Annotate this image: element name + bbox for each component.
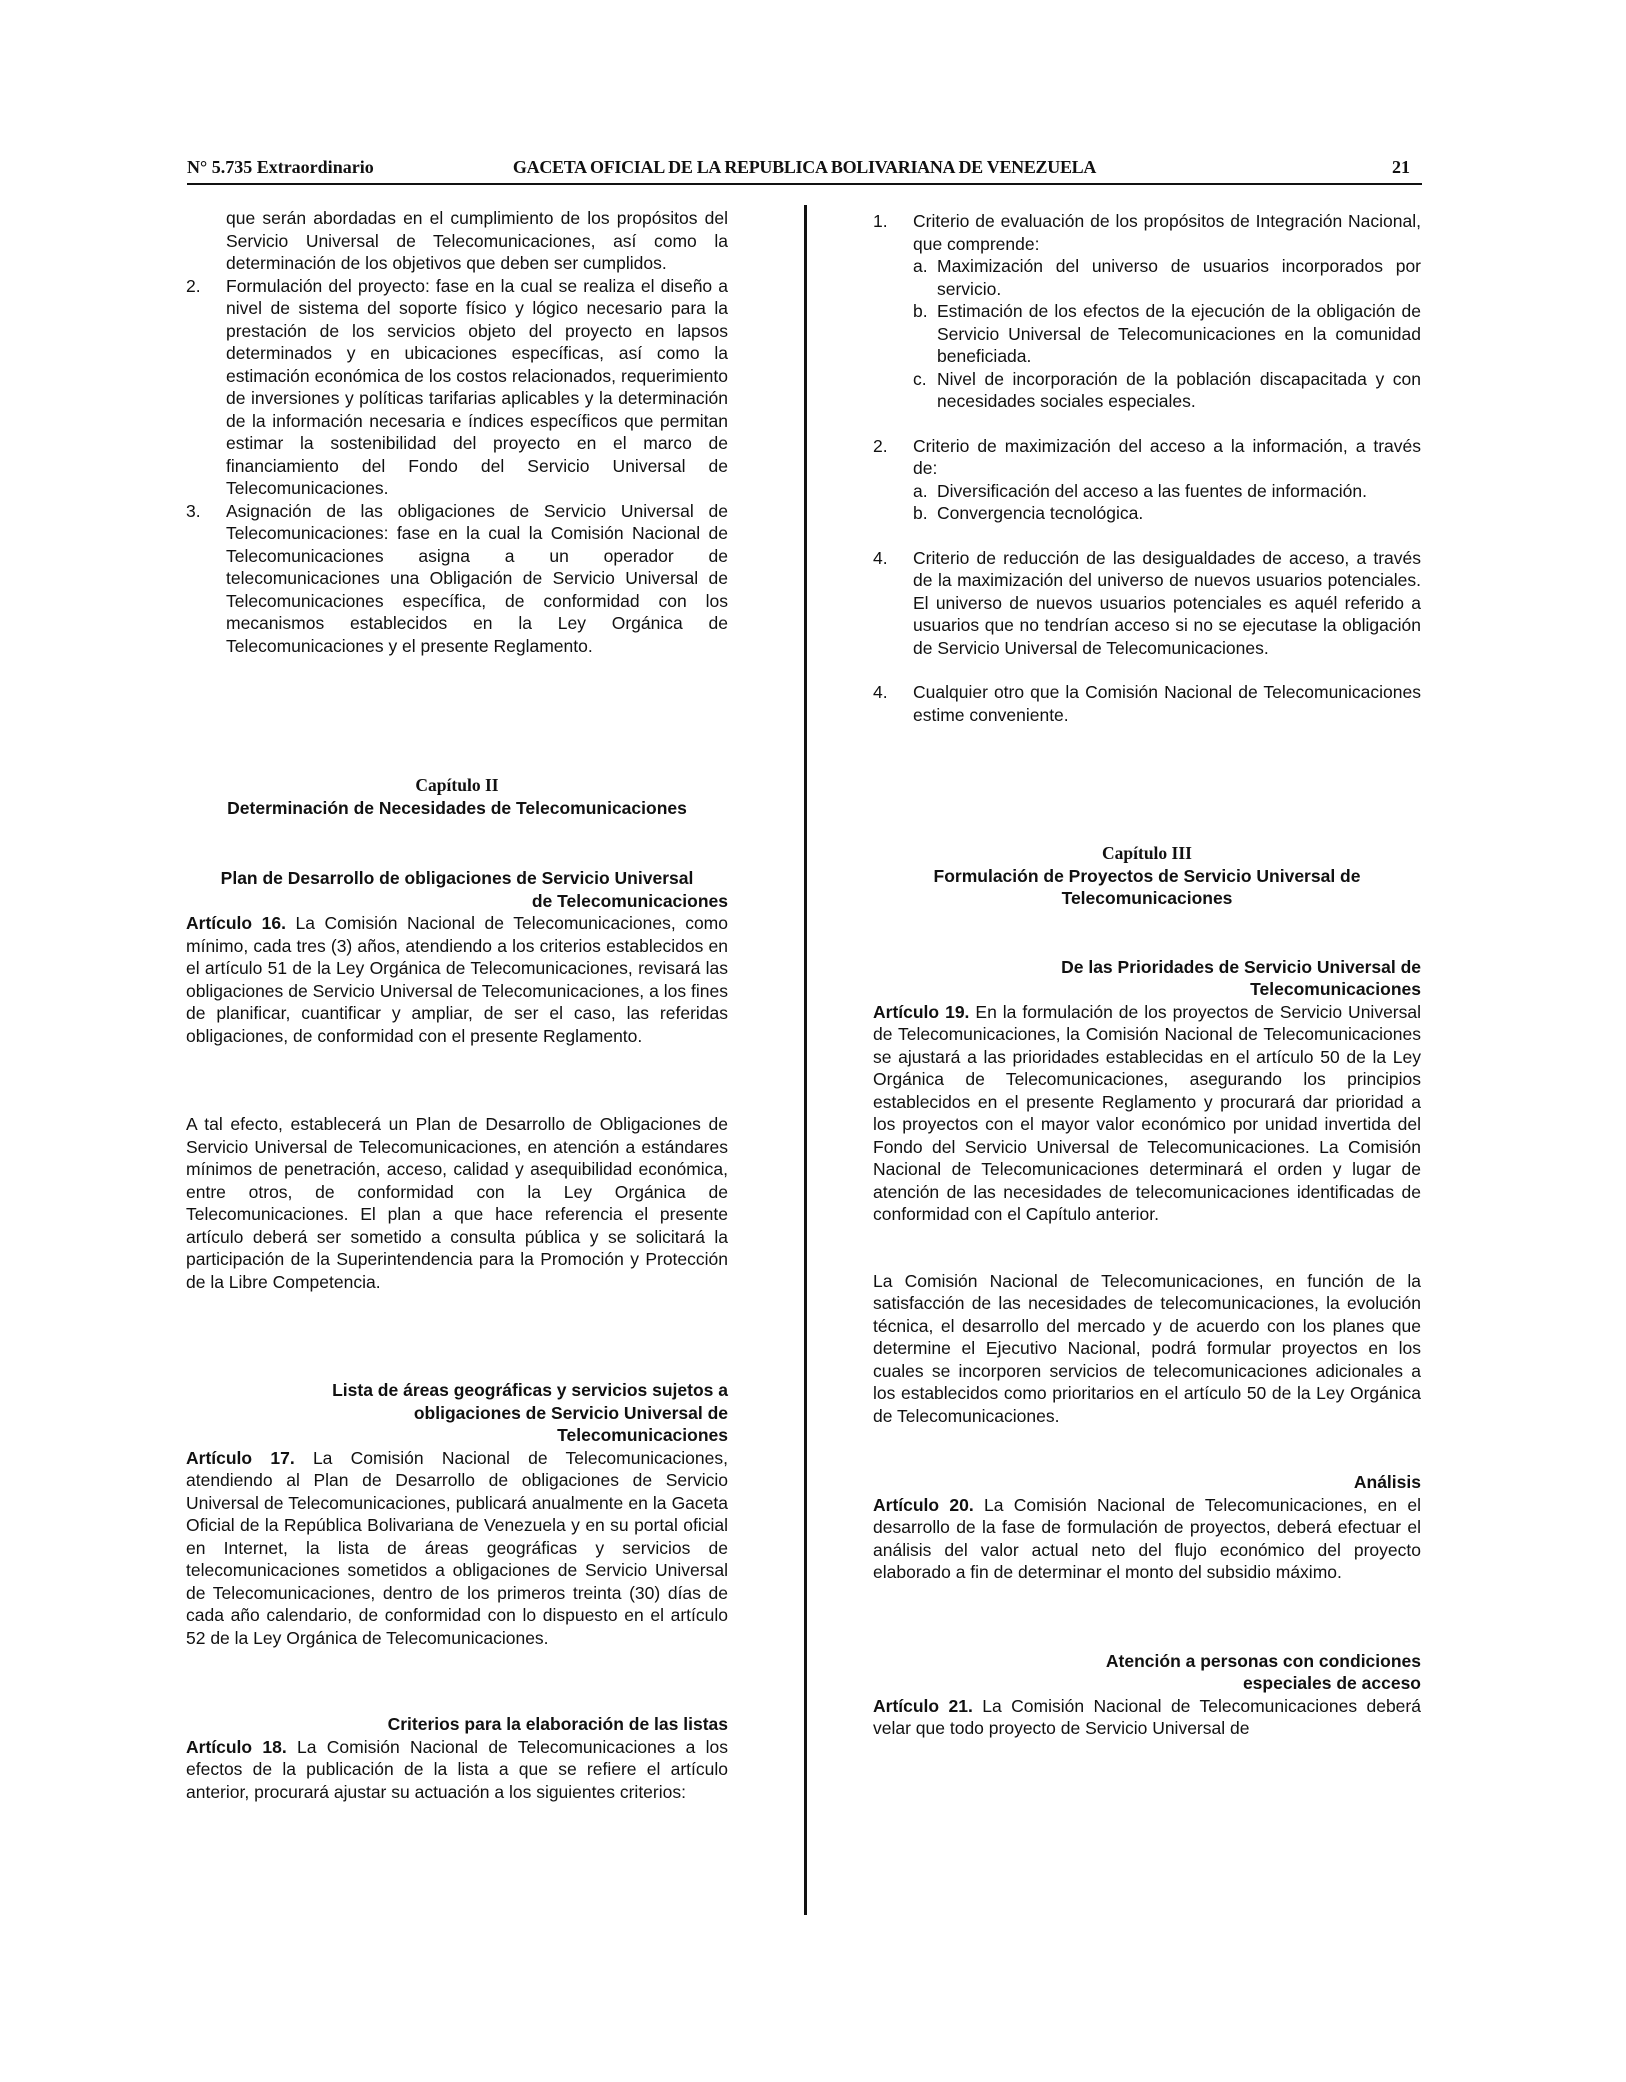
criterion-text: Cualquier otro que la Comisión Nacional de Telecomunicaciones estime conveniente. <box>913 682 1421 725</box>
criterion-2-subitems <box>913 480 1421 525</box>
sub-letter: b. <box>913 503 928 523</box>
article-21 <box>873 1695 1421 1740</box>
section-17-title-line3: Telecomunicaciones <box>557 1425 728 1445</box>
criterion-text: Criterio de maximización del acceso a la información, a través de: <box>913 435 1421 478</box>
section-21-title-line1: Atención a personas con condiciones <box>1105 1650 1421 1671</box>
article-20-label: Artículo 20. <box>873 1494 974 1515</box>
section-20-title: Análisis <box>1353 1472 1421 1492</box>
sub-letter: a. <box>913 480 928 501</box>
issue-number: N° 5.735 Extraordinario <box>187 157 374 177</box>
chapter-3-title-line1: Formulación de Proyectos de Servicio Universal de <box>933 865 1361 886</box>
phase-number: 3. <box>186 500 201 521</box>
section-19-title-line2: Telecomunicaciones <box>1250 979 1421 999</box>
criterion-number: 4. <box>873 547 888 568</box>
article-16-text: La Comisión Nacional de Telecomunicaciones, como mínimo, cada tres (3) años, atendiendo a los criterios establecidos en el artículo 51 de la Ley Orgánica de Telecomunicaciones, revisará las obligaciones de Servicio Universal de Telecomunicaciones, a los fines de planificar, cuantificar y ampliar, de ser el caso, las referidas obligaciones, de conformidad con el presente Reglamento. <box>186 913 728 1046</box>
phase-text: Asignación de las obligaciones de Servicio Universal de Telecomunicaciones: fase en la cual la Comisión Nacional de Telecomunicaciones asigna a un operador de telecomunicaciones una Obligación de Servicio Universal de Telecomunicaciones específica, de conformidad con los mecanismos establecidos en la Ley Orgánica de Telecomunicaciones y el presente Reglamento. <box>226 500 728 656</box>
article-18-label: Artículo 18. <box>186 1736 287 1757</box>
phase-text: Formulación del proyecto: fase en la cual se realiza el diseño a nivel de sistema del soporte físico y lógico necesario para la prestación de los servicios objeto del proyecto en lapsos determinados y en ubicaciones específicas, así como la estimación económica de los costos relacionados, requerimiento de inversiones y políticas tarifarias aplicables y la determinación de la información necesaria e índices específicos que permitan estimar la sostenibilidad del proyecto en el marco de financiamiento del Fondo del Servicio Universal de Telecomunicaciones. <box>226 275 728 498</box>
article-21-label: Artículo 21. <box>873 1695 973 1716</box>
article-17-text: La Comisión Nacional de Telecomunicaciones, atendiendo al Plan de Desarrollo de obligaciones de Servicio Universal de Telecomunicaciones, publicará anualmente en la Gaceta Oficial de la República Bolivariana de Venezuela y en su portal oficial en Internet, la lista de áreas geográficas y servicios de telecomunicaciones sometidos a obligaciones de Servicio Universal de Telecomunicaciones, dentro de los primeros treinta (30) días de cada año calendario, de conformidad con lo dispuesto en el artículo 52 de la Ley Orgánica de Telecomunicaciones. <box>186 1447 728 1648</box>
chapter-3-label: Capítulo III <box>1102 843 1192 863</box>
chapter-3-title-line2: Telecomunicaciones <box>1061 888 1233 908</box>
criterion-number: 1. <box>873 211 888 231</box>
sub-text: Estimación de los efectos de la ejecución de la obligación de Servicio Universal de Telecomunicaciones en la comunidad beneficiada. <box>937 301 1421 366</box>
article-17 <box>186 1447 728 1650</box>
section-16-title-line1: Plan de Desarrollo de obligaciones de Servicio Universal <box>220 868 694 888</box>
article-16-label: Artículo 16. <box>186 913 286 933</box>
sub-letter: b. <box>913 301 928 321</box>
article-18 <box>186 1736 728 1804</box>
criterion-4 <box>873 681 1421 726</box>
sub-text: Diversificación del acceso a las fuentes de información. <box>937 480 1367 501</box>
left-column <box>186 207 728 1803</box>
chapter-2-title: Determinación de Necesidades de Telecomunicaciones <box>227 797 687 818</box>
sub-text: Nivel de incorporación de la población discapacitada y con necesidades sociales especiales. <box>937 368 1421 411</box>
article-19 <box>873 1001 1421 1226</box>
page-header <box>187 157 1422 181</box>
phase-list <box>186 275 728 658</box>
right-column <box>873 210 1421 1740</box>
article-20 <box>873 1494 1421 1584</box>
article-19-paragraph-2: La Comisión Nacional de Telecomunicaciones, en función de la satisfacción de las necesidades de telecomunicaciones, la evolución técnica, el desarrollo del mercado y de acuerdo con los planes que determine el Ejecutivo Nacional, podrá formular proyectos en los cuales se incorporen servicios de telecomunicaciones adicionales a los establecidos como prioritarios en el artículo 50 de la Ley Orgánica de Telecomunicaciones. <box>873 1270 1421 1426</box>
sub-text: Convergencia tecnológica. <box>937 503 1144 523</box>
criterion-3 <box>873 547 1421 660</box>
sub-text: Maximización del universo de usuarios incorporados por servicio. <box>937 256 1421 299</box>
article-19-label: Artículo 19. <box>873 1001 970 1022</box>
criterion-1-sub-c <box>913 368 1421 413</box>
intro-text: que serán abordadas en el cumplimiento de los propósitos del Servicio Universal de Telecomunicaciones, así como la determinación de los objetivos que deben ser cumplidos. <box>226 208 728 273</box>
criterion-1-sub-a <box>913 255 1421 300</box>
sub-letter: c. <box>913 368 927 389</box>
criterion-2 <box>873 435 1421 480</box>
column-divider <box>804 205 807 1915</box>
section-21-title-line2: especiales de acceso <box>1242 1673 1421 1693</box>
criterion-1-subitems <box>913 255 1421 413</box>
header-rule <box>187 183 1422 185</box>
criterion-number: 2. <box>873 435 888 456</box>
section-17-title-line2: obligaciones de Servicio Universal de <box>413 1402 728 1423</box>
gazette-title: GACETA OFICIAL DE LA REPUBLICA BOLIVARIANA DE VENEZUELA <box>512 157 1097 177</box>
section-17-title-line1: Lista de áreas geográficas y servicios sujetos a <box>332 1380 728 1400</box>
intro-continuation <box>226 207 728 275</box>
phase-number: 2. <box>186 275 201 296</box>
criterion-text: Criterio de reducción de las desigualdades de acceso, a través de la maximización del universo de nuevos usuarios potenciales. El universo de nuevos usuarios potenciales es aquél referido a usuarios que no tendrían acceso si no se ejecutase la obligación de Servicio Universal de Telecomunicaciones. <box>913 547 1421 658</box>
section-16-title-line2: de Telecomunicaciones <box>531 890 728 911</box>
section-18-title: Criterios para la elaboración de las listas <box>387 1714 728 1734</box>
article-21-text: La Comisión Nacional de Telecomunicaciones deberá velar que todo proyecto de Servicio Universal de <box>873 1695 1421 1738</box>
section-19-title-line1: De las Prioridades de Servicio Universal de <box>1061 956 1421 977</box>
chapter-2-label: Capítulo II <box>415 775 499 795</box>
criterion-2-sub-b <box>913 502 1421 525</box>
phase-item-2 <box>186 275 728 500</box>
criterion-text: Criterio de evaluación de los propósitos de Integración Nacional, que comprende: <box>913 211 1421 254</box>
article-20-text: La Comisión Nacional de Telecomunicaciones, en el desarrollo de la fase de formulación de proyectos, deberá efectuar el análisis del valor actual neto del flujo económico del proyecto elaborado a fin de determinar el monto del subsidio máximo. <box>873 1494 1421 1582</box>
criterion-1-sub-b <box>913 300 1421 368</box>
criterion-2-sub-a <box>913 480 1421 503</box>
article-16 <box>186 912 728 1047</box>
article-19-text: En la formulación de los proyectos de Servicio Universal de Telecomunicaciones, la Comisión Nacional de Telecomunicaciones se ajustará a las prioridades establecidas en el artículo 50 de la Ley Orgánica de Telecomunicaciones, asegurando los principios establecidos en el presente Reglamento y procurará dar prioridad a los proyectos con el mayor valor económico por unidad invertida del Fondo del Servicio Universal de Telecomunicaciones. La Comisión Nacional de Telecomunicaciones determinará el orden y lugar de atención de las necesidades de telecomunicaciones identificadas de conformidad con el Capítulo anterior. <box>873 1001 1421 1224</box>
criterion-number: 4. <box>873 682 888 702</box>
page-number: 21 <box>1392 157 1410 177</box>
phase-item-3 <box>186 500 728 658</box>
article-18-text: La Comisión Nacional de Telecomunicaciones a los efectos de la publicación de la lista a que se refiere el artículo anterior, procurará ajustar su actuación a los siguientes criterios: <box>186 1736 728 1802</box>
article-17-label: Artículo 17. <box>186 1447 295 1468</box>
sub-letter: a. <box>913 256 928 276</box>
criterion-1 <box>873 210 1421 255</box>
article-16-paragraph-2: A tal efecto, establecerá un Plan de Desarrollo de Obligaciones de Servicio Universal de Telecomunicaciones, en atención a estándares mínimos de penetración, acceso, calidad y asequibilidad económica, entre otros, de conformidad con la Ley Orgánica de Telecomunicaciones. El plan a que hace referencia el presente artículo deberá ser sometido a consulta pública y se solicitará la participación de la Superintendencia para la Promoción y Protección de la Libre Competencia. <box>186 1114 728 1292</box>
